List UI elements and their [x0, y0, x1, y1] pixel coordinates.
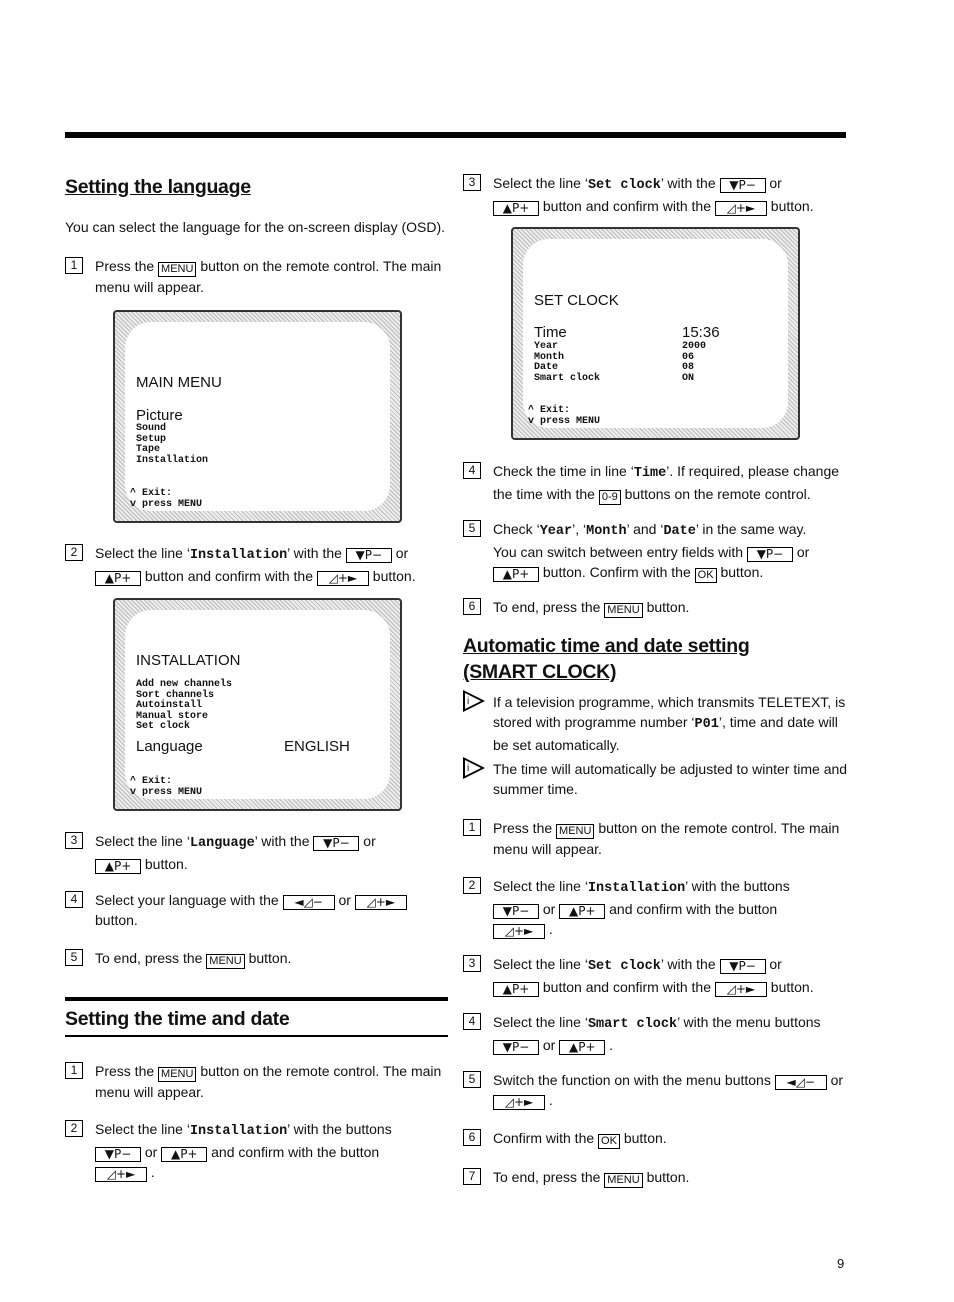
- tv-language-label: Language: [136, 738, 203, 755]
- section-rule: [65, 1035, 448, 1037]
- right-plus-key-icon: ◿+►: [493, 924, 545, 939]
- p-plus-key-icon: ▲P+: [493, 982, 539, 997]
- page-number: 9: [837, 1256, 845, 1271]
- section-title-language: Setting the language: [65, 176, 251, 198]
- tv-item-list: Add new channels Sort channels Autoinstall Manual store Set clock: [136, 679, 233, 733]
- right-plus-key-icon: ◿+►: [715, 201, 767, 216]
- ok-button-icon: OK: [598, 1134, 620, 1149]
- tv-exit-hint: ^ Exit: v press MENU: [130, 488, 203, 510]
- tv-title: INSTALLATION: [136, 652, 241, 669]
- p-minus-key-icon: ▼P−: [747, 547, 793, 562]
- p-plus-key-icon: ▲P+: [161, 1147, 207, 1162]
- p-minus-key-icon: ▼P−: [493, 1040, 539, 1055]
- p-minus-key-icon: ▼P−: [313, 836, 359, 851]
- tv-clock-values: 2000 06 08 ON: [682, 341, 707, 384]
- tv-screen-main-menu: [113, 310, 402, 523]
- right-plus-key-icon: ◿+►: [715, 982, 767, 997]
- right-plus-key-icon: ◿+►: [317, 571, 369, 586]
- tv-title: SET CLOCK: [534, 292, 619, 309]
- menu-button-icon: MENU: [604, 603, 642, 618]
- menu-button-icon: MENU: [206, 954, 244, 969]
- p-minus-key-icon: ▼P−: [95, 1147, 141, 1162]
- tv-time-label: Time: [534, 324, 567, 341]
- top-rule: [65, 132, 846, 138]
- step-number: 1: [65, 257, 83, 274]
- tv-time-value: 15:36: [682, 324, 720, 341]
- right-plus-key-icon: ◿+►: [95, 1167, 147, 1182]
- p-plus-key-icon: ▲P+: [559, 1040, 605, 1055]
- p-plus-key-icon: ▲P+: [95, 859, 141, 874]
- tv-item-selected: Picture: [136, 407, 183, 424]
- menu-button-icon: MENU: [158, 262, 196, 277]
- tv-item-list: Sound Setup Tape Installation: [136, 423, 209, 466]
- tv-exit-hint: ^ Exit: v press MENU: [528, 405, 601, 427]
- p-minus-key-icon: ▼P−: [493, 904, 539, 919]
- menu-button-icon: MENU: [158, 1067, 196, 1082]
- left-column: [65, 174, 445, 200]
- tv-clock-fields: Year Month Date Smart clock: [534, 341, 601, 384]
- tv-screen-set-clock: [511, 227, 800, 440]
- info-note-2: The time will automatically be adjusted to winter time and summer time.: [493, 761, 848, 797]
- section-title-smart-clock: Automatic time and date setting (SMART CLOCK): [463, 635, 750, 683]
- right-plus-key-icon: ◿+►: [355, 895, 407, 910]
- left-minus-key-icon: ◄◿−: [775, 1075, 827, 1090]
- tv-screen-installation: [113, 598, 402, 811]
- p-plus-key-icon: ▲P+: [559, 904, 605, 919]
- left-minus-key-icon: ◄◿−: [283, 895, 335, 910]
- right-plus-key-icon: ◿+►: [493, 1095, 545, 1110]
- p-plus-key-icon: ▲P+: [493, 567, 539, 582]
- p-minus-key-icon: ▼P−: [720, 178, 766, 193]
- language-intro: You can select the language for the on-screen display (OSD).: [65, 219, 446, 235]
- menu-button-icon: MENU: [604, 1173, 642, 1188]
- ok-button-icon: OK: [695, 568, 717, 583]
- tv-title: MAIN MENU: [136, 374, 222, 391]
- p-plus-key-icon: ▲P+: [493, 201, 539, 216]
- info-note-1: If a television programme, which transmits TELETEXT, is stored with programme number ‘P01’, time and date will be set automatically.: [493, 694, 846, 753]
- p-minus-key-icon: ▼P−: [720, 959, 766, 974]
- p-minus-key-icon: ▼P−: [346, 548, 392, 563]
- tv-exit-hint: ^ Exit: v press MENU: [130, 776, 203, 798]
- tv-language-value: ENGLISH: [284, 738, 350, 755]
- menu-button-icon: MENU: [556, 824, 594, 839]
- digit-buttons-icon: 0-9: [599, 490, 621, 505]
- section-title-time: Setting the time and date: [65, 1008, 290, 1030]
- section-rule: [65, 997, 448, 1001]
- p-plus-key-icon: ▲P+: [95, 571, 141, 586]
